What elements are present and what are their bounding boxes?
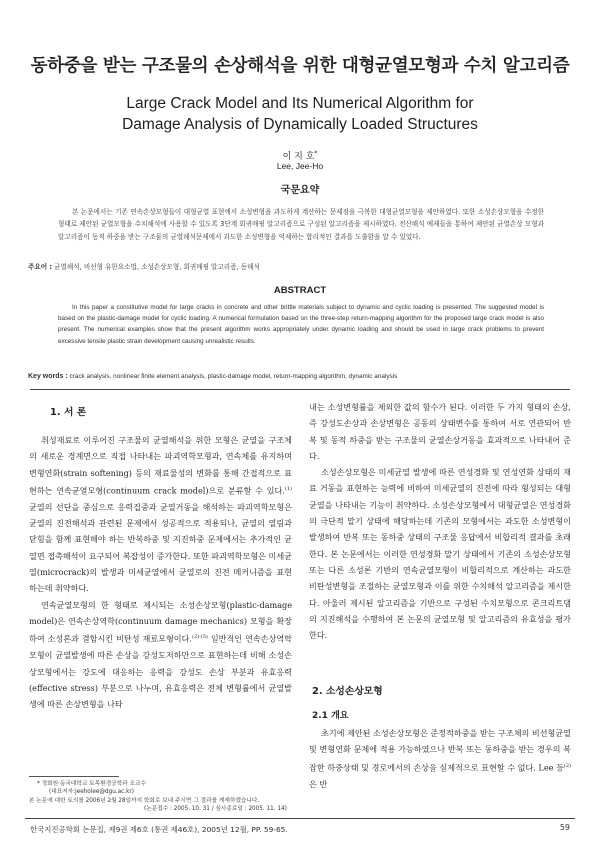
abstract-en-text: In this paper a constitutive model for large cracks in concrete and other brittle materials subject to dynamic and cyclic loading is presented. The suggested model is based on the plastic-damage model for cyclic loading. A numerical formulation based on the three-step return-mapping algorithm for the proposed large crack model is also present. The numerical examples show that the present algorithm works appropriately under dynamic loading and should be used in large crack problems to prevent excessive tensile plastic strain development causing unrealistic results. — [58, 304, 544, 345]
keywords-ko-label: 주요어 : — [28, 263, 53, 271]
author-name-english: Lee, Jee-Ho — [276, 161, 324, 171]
left-column — [29, 432, 292, 712]
citation-2-5: (2)-(5) — [192, 634, 208, 641]
keywords-ko — [28, 262, 568, 272]
abstract-ko-text: 본 논문에서는 기존 연속손상모형들이 대형균열 표현에서 소성변형을 과도하게 계산하는 문제점을 극복한 대형균열모형을 제안하였다. 또한 소성손상모형을 수정한 형태로 제안된 균열모형을 수치해석에 사용할 수 있도록 3단계 회귀매핑 알고리즘으로 구성된 알고리즘을 제시하였다. 전산해석 예제들을 통하여 제안된 균열손상 모형과 알고리즘이 동적 하중을 받는 구조물의 균열해석문제에서 과도한 소성변형을 억제하는 합리적인 결과를 도출함을 알 수 있었다. — [58, 208, 544, 241]
section-2-1-heading: 2.1 개요 — [312, 711, 349, 721]
right-column — [309, 399, 571, 643]
footnote-line-4: (논문접수 : 2005. 10. 31 / 심사종료일 : 2005. 11. 14) — [144, 806, 287, 813]
keywords-ko-list: 균열해석, 비선형 유한요소법, 소성손상모형, 회귀매핑 알고리즘, 동해석 — [54, 263, 260, 271]
journal-citation: 한국지진공학회 논문집, 제9권 제6호 (통권 제46호), 2005년 12월, PP. 59-65. — [30, 825, 288, 834]
abstract-divider — [30, 389, 570, 390]
title-en-line-1: Large Crack Model and Its Numerical Algorithm for — [126, 95, 474, 112]
intro-p2-cont: 일반적인 연속손상역학모형이 균열발생에 따른 손상을 강성도저하만으로 표현하는데 비해 소성손상모형에서는 강도에 대응하는 응력을 강성도 손상 부분과 유효응력(effective stress) 부분으로 나누며, 유효응력은 전체 변형률에서 균열발생에 따른 손상변형을 나타 — [29, 633, 292, 710]
keywords-en-list: crack analysis, nonlinear finite element analysis, plastic-damage model, return-mapping algorithm, dynamic analysis — [69, 373, 398, 380]
footnote-rule — [29, 776, 119, 777]
section-1-heading: 1. 서 론 — [50, 407, 87, 418]
footnote-line-1: * 정회원·동국대학교 토목환경공학과 조교수 — [37, 781, 146, 787]
s21-p1-cont: 은 반 — [309, 778, 328, 789]
abstract-en-heading: ABSTRACT — [273, 285, 327, 296]
intro-paragraph-3: 소성손상모형은 미세균열 발생에 따른 연성경화 및 연성연화 상태의 재료 거동을 표현하는 능력에 비하여 미세균열의 진전에 따라 형성되는 대형균열을 나타내는 기능이 취약하다. 소성손상모형에서 대형균열은 연성경화의 극단적 말기 상태에 해당하는데 기존의 모형에서는 과도한 소성변형이 발생하여 반복 또는 동하중 상태의 구조물 응답에서 비합리적 결과를 초래한다. 본 논문에서는 이러한 연성경화 말기 상태에서 기존의 소성손상모형 또는 다른 소성론 기반의 연속균열모형이 비합리적으로 계산하는 과도한 비탄성변형을 조절하는 균열모형과 이를 위한 수치해석 알고리즘을 제시한다. 아울러 제시된 알고리즘을 기반으로 구성된 수치모형으로 콘크리트댐의 지진해석을 수행하여 본 논문의 균열모형 및 알고리즘의 유효성을 평가한다. — [309, 467, 571, 641]
intro-p2-text: 연속균열모형의 한 형태로 제시되는 소성손상모형(plastic-damage model)은 연속손상역학(continuum damage mechanics) 모형을 확장하여 소성론과 결합시킨 비탄성 재료모형이다. — [29, 599, 292, 644]
intro-paragraph-1 — [29, 432, 292, 597]
section-2-heading: 2. 소성손상모형 — [312, 686, 383, 697]
s21-p1-text: 초기에 제안된 소성손상모형은 준정적하중을 받는 구조체의 비선형균열 및 변형연화 문제에 적용 가능하였으나 반복 또는 동하중을 받는 경우의 복잡한 하중상태 및 경로에서의 손상을 실제적으로 표현할 수 없다. Lee 등 — [309, 728, 571, 773]
section-2-1-paragraph-1 — [309, 725, 571, 792]
footer-rule — [25, 818, 575, 819]
paper-title-english — [0, 93, 600, 135]
paper-title-korean: 동하중을 받는 구조물의 손상해석을 위한 대형균열모형과 수치 알고리즘 — [30, 56, 570, 76]
title-en-line-2: Damage Analysis of Dynamically Loaded Structures — [122, 116, 478, 133]
section-2-1-body — [309, 725, 571, 792]
keywords-en-label: Key words : — [28, 373, 68, 380]
citation-2: (2) — [563, 762, 571, 769]
footnote-line-2: (대표저자:jeeholee@dgu.ac.kr) — [49, 789, 134, 796]
page-number: 59 — [559, 823, 570, 832]
intro-p1-cont: 균열의 선단을 중심으로 응력집중과 균열거동을 해석하는 파괴역학모형은 균열의 진전해석과 관련된 문제에서 성공적으로 적용되나, 균열의 열림과 닫힘을 함께 표현해야 하는 반복하중 및 지진하중 문제에서는 추가적인 균열면 접촉해석이 요구되어 복잡성이 증가한다. 또한 파괴역학모형은 미세균열(microcrack)의 발생과 미세균열에서 균열로의 진전 메커니즘을 표현하는데 취약하다. — [29, 501, 292, 594]
footnote-line-3: 본 논문에 대한 토의를 2006년 2월 28일까지 학회로 보내 주시면 그 결과를 게재하겠습니다. — [29, 797, 260, 804]
footnote — [29, 780, 291, 814]
intro-p1-text: 취성재료로 이루어진 구조물의 균열해석을 위한 모형은 균열을 구조체의 새로운 경계면으로 직접 나타내는 파괴역학모형과, 연속체를 유지하며 변형연화(strain softening) 등의 재료물성의 변화를 통해 간접적으로 표현하는 연속균열모형(continuum crack model)으로 분류할 수 있다. — [29, 435, 292, 496]
keywords-en — [28, 372, 573, 382]
author-footnote-mark: * — [314, 150, 318, 157]
intro-paragraph-2-continued: 내는 소성변형률을 제외한 값의 함수가 된다. 이러한 두 가지 형태의 손상, 즉 강성도손상과 손상변형은 공동의 상태변수를 통하여 서로 연관되어 반복 및 동적 하중을 받는 구조물의 균열손상거동을 효과적으로 나타내어 준다. — [309, 402, 571, 461]
citation-1: (1) — [284, 485, 292, 492]
intro-paragraph-2 — [29, 597, 292, 713]
author-name: 이 지 호 — [282, 152, 315, 162]
abstract-ko-heading: 국문요약 — [280, 185, 320, 196]
